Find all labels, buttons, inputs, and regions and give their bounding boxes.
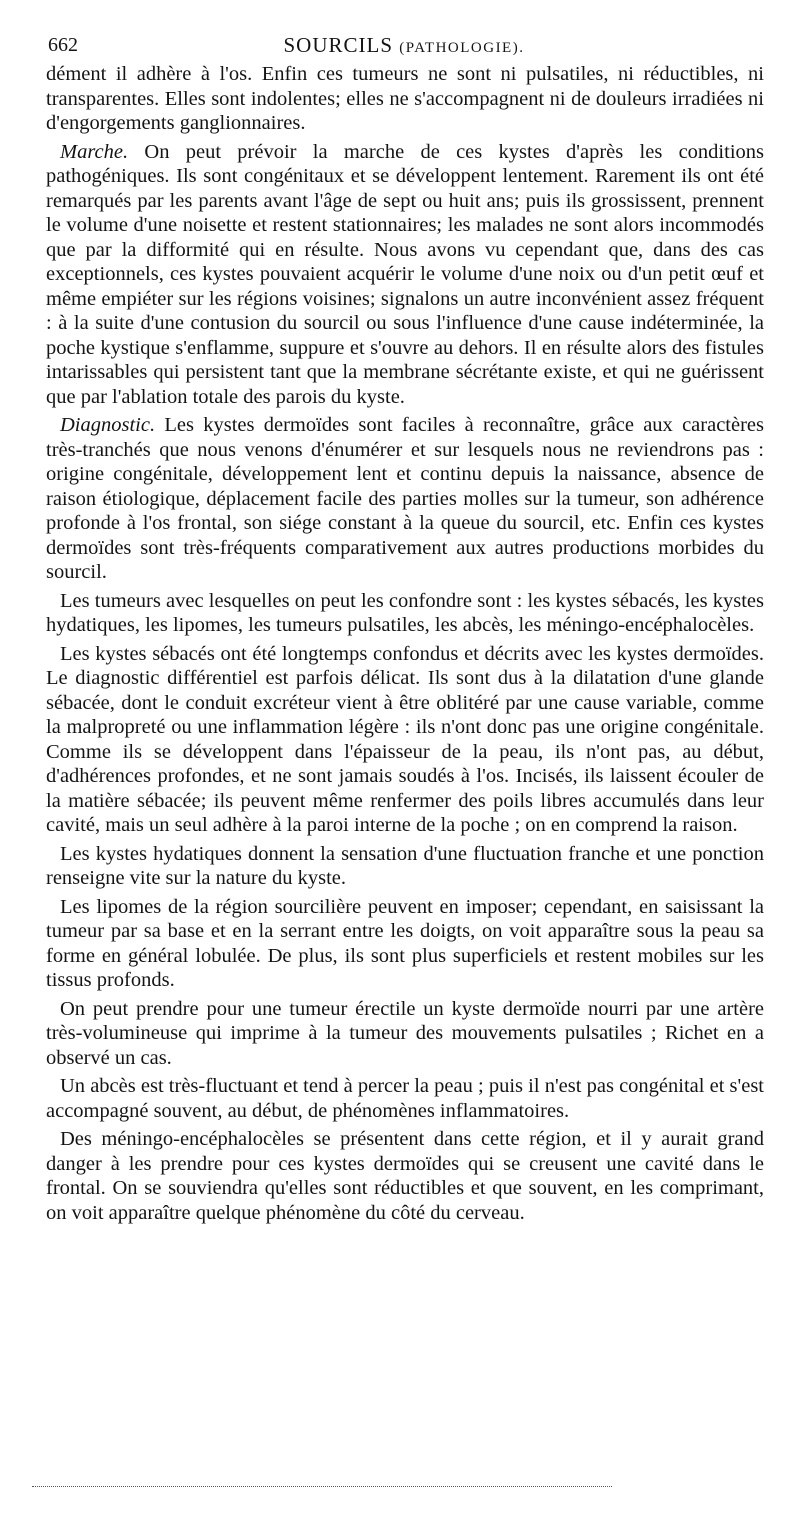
paragraph-lipomes bbox=[46, 895, 764, 993]
paragraph-text: Les kystes sébacés ont été longtemps confondus et décrits avec les kystes dermoïdes. Le diagnostic différentiel est parfois délicat. Ils sont dus à la dilatation d'une glande sébacée, dont le conduit excréteur vient à être oblitéré par une cause variable, comme la malpropreté ou une inflammation légère : ils n'ont donc pas une origine congénitale. Comme ils se développent dans l'épaisseur de la peau, ils n'ont pas, au début, d'adhérences profondes, et ne sont jamais soudés à l'os. Incisés, ils laissent écouler de la matière sébacée; ils peuvent même renfermer des poils libres accumulés dans leur cavité, mais un seul adhère à la paroi interne de la poche ; on en comprend la raison. bbox=[46, 642, 764, 836]
paragraph-marche bbox=[46, 140, 764, 410]
paragraph-text: Des méningo-encéphalocèles se présentent dans cette région, et il y aurait grand danger à les prendre pour ces kystes dermoïdes qui se creusent une cavité dans le frontal. On se souviendra qu'elles sont réductibles et que souvent, en les comprimant, on voit apparaître quelque phénomène du côté du cerveau. bbox=[46, 1128, 764, 1224]
paragraph-diagnostic bbox=[46, 413, 764, 585]
paragraph-text: On peut prévoir la marche de ces kystes d'après les conditions pathogéniques. Ils sont congénitaux et se développent lentement. Rarement ils ont été remarqués par les parents avant l'âge de sept ou huit ans; puis ils grossissent, prennent le volume d'une noisette et restent stationnaires; les malades ne sont alors incommodés que par la difformité qui en résulte. Nous avons vu cependant que, dans des cas exceptionnels, ces kystes pouvaient acquérir le volume d'une noix ou d'un petit œuf et même empiéter sur les régions voisines; signalons un autre inconvénient assez fréquent : à la suite d'une contusion du sourcil ou sous l'influence d'une cause indéterminée, la poche kystique s'enflamme, suppure et s'ouvre au dehors. Il en résulte alors des fistules intarissables qui persistent tant que la membrane sécrétante existe, et qui ne guérissent que par l'ablation totale des parois du kyste. bbox=[46, 140, 764, 408]
running-title bbox=[48, 30, 760, 63]
paragraph-continuation bbox=[46, 62, 764, 136]
paragraph-abces bbox=[46, 1074, 764, 1123]
body-text bbox=[46, 62, 764, 1229]
paragraph-kystes-sebaces bbox=[46, 642, 764, 838]
paragraph-lead-marche: Marche. bbox=[60, 140, 129, 163]
paragraph-differential-list bbox=[46, 589, 764, 638]
page-number: 662 bbox=[48, 34, 78, 56]
paragraph-text: Les tumeurs avec lesquelles on peut les confondre sont : les kystes sébacés, les kystes hydatiques, les lipomes, les tumeurs pulsatiles, les abcès, les méningo-encéphalocèles. bbox=[46, 589, 764, 636]
paragraph-text: Les kystes hydatiques donnent la sensation d'une fluctuation franche et une ponction renseigne vite sur la nature du kyste. bbox=[46, 842, 764, 889]
paragraph-kystes-hydatiques bbox=[46, 842, 764, 891]
running-title-main: SOURCILS bbox=[283, 33, 394, 57]
paragraph-text: On peut prendre pour une tumeur érectile un kyste dermoïde nourri par une artère très-volumineuse qui imprime à la tumeur des mouvements pulsatiles ; Richet en a observé un cas. bbox=[46, 997, 764, 1069]
paragraph-text: Les kystes dermoïdes sont faciles à reconnaître, grâce aux caractères très-tranchés que nous venons d'énumérer et sur lesquels nous ne reviendrons pas : origine congénitale, développement lent et continu depuis la naissance, absence de raison étiologique, déplacement facile des parties molles sur la tumeur, son adhérence profonde à l'os frontal, son siége constant à la queue du sourcil, etc. Enfin ces kystes dermoïdes sont très-fréquents comparativement aux autres productions morbides du sourcil. bbox=[46, 414, 764, 583]
paragraph-text: Les lipomes de la région sourcilière peuvent en imposer; cependant, en saisissant la tumeur par sa base et en la serrant entre les doigts, on voit apparaître sous la peau sa forme en général lobulée. De plus, ils sont plus superficiels et restent mobiles sur les tissus profonds. bbox=[46, 895, 764, 991]
running-title-subtitle: (PATHOLOGIE). bbox=[399, 40, 525, 56]
paragraph-text: dément il adhère à l'os. Enfin ces tumeurs ne sont ni pulsatiles, ni réductibles, ni transparentes. Elles sont indolentes; elles ne s'accompagnent ni de douleurs irradiées ni d'engorgements ganglionnaires. bbox=[46, 63, 764, 134]
paragraph-text: Un abcès est très-fluctuant et tend à percer la peau ; puis il n'est pas congénital et s'est accompagné souvent, au début, de phénomènes inflammatoires. bbox=[46, 1075, 764, 1122]
paragraph-meningo-encephalocele bbox=[46, 1127, 764, 1225]
running-header bbox=[48, 30, 760, 60]
paragraph-lead-diagnostic: Diagnostic. bbox=[60, 414, 156, 436]
paragraph-tumeur-erectile bbox=[46, 997, 764, 1071]
footer-divider bbox=[32, 1486, 612, 1487]
